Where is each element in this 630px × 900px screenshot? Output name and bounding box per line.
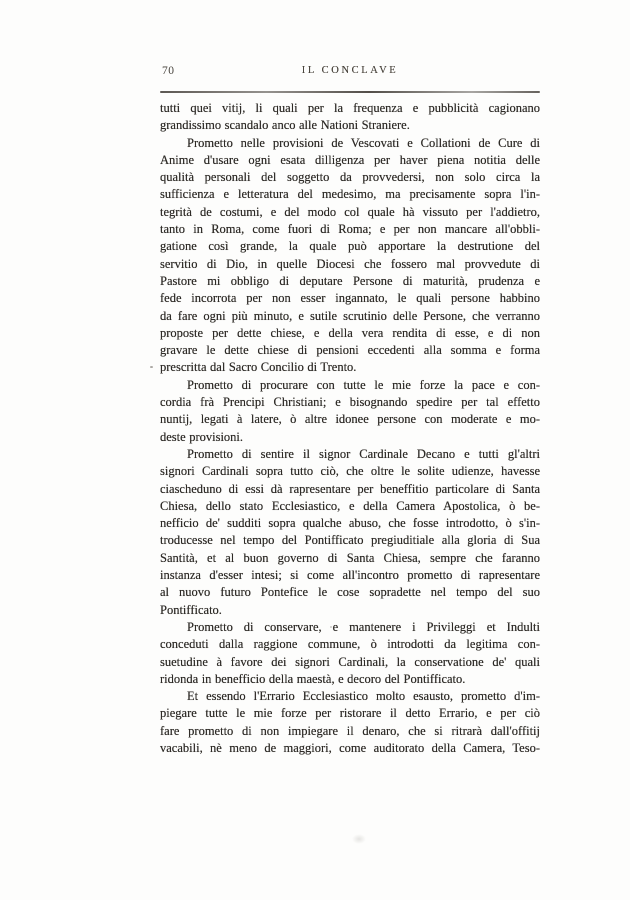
text-line: ridonda in benefficio della maestà, e decoro del Pontifficato. (160, 671, 466, 686)
text-line: nefficio de' sudditi sopra qualche abuso, che fosse introdotto, ò s'in- (160, 516, 540, 531)
text-line: servitio di Dio, in quelle Diocesi che fossero mal provvedute di (160, 256, 540, 271)
text-line: sufficienza e letteratura del medesimo, ma precisamente sopra l'in- (160, 187, 540, 202)
text-line: Prometto nelle provisioni de Vescovati e Collationi de Cure di (187, 135, 540, 150)
text-line: Pastore mi obbligo di deputare Persone di maturità, prudenza e (160, 273, 540, 288)
text-line: deste provisioni. (160, 429, 244, 444)
text-line: conceduti dalla raggione commune, ò introdotti da legitima con- (160, 637, 540, 652)
running-title: IL CONCLAVE (301, 65, 399, 76)
scan-speck (531, 486, 535, 488)
text-line: signori Cardinali sopra tutto ciò, che oltre le solite udienze, havesse (160, 464, 540, 479)
text-line: Anime d'usare ogni esata dilligenza per haver piena notitia delle (160, 152, 540, 167)
text-line: gravare le dette chiese di pensioni eccedenti alla somma e forma (160, 343, 540, 358)
text-line: Et essendo l'Errario Ecclesiastico molto esausto, prometto d'im- (187, 689, 540, 704)
text-line: tegrità de costumi, e del modo col quale hà vissuto per l'addietro, (160, 204, 540, 219)
text-line: Chiesa, dello stato Ecclesiastico, e della Camera Apostolica, ò be- (160, 498, 540, 513)
scan-speck (150, 366, 153, 368)
running-header (160, 64, 540, 80)
header-rule (160, 91, 540, 93)
text-line: Prometto di procurare con tutte le mie forze la pace e con- (187, 377, 540, 392)
text-line: Prometto di conservare, e mantenere i Privileggi et Indulti (187, 619, 540, 634)
text-line: grandissimo scandalo anco alle Nationi Straniere. (160, 118, 410, 133)
text-line: piegare tutte le mie forze per ristorare il detto Errario, e per ciò (160, 706, 540, 721)
text-line: fede incorrota per non esser ingannato, le quali persone habbino (160, 291, 540, 306)
text-line: Prometto di sentire il signor Cardinale Decano e tutti gl'altri (187, 446, 540, 461)
page-body (160, 100, 540, 757)
paragraph (160, 377, 540, 446)
paragraph (160, 100, 540, 135)
text-line: al nuovo futuro Pontefice le cose sopradette nel tempo del suo (160, 585, 540, 600)
page-number: 70 (162, 65, 175, 77)
scan-speck (330, 626, 332, 628)
paragraph (160, 135, 540, 377)
text-line: Pontifficato. (160, 602, 222, 617)
text-line: da fare ogni più minuto, e sutile scrutinio delle Persone, che verranno (160, 308, 540, 323)
text-line: gatione così grande, la quale può apportare la destrutione del (160, 239, 540, 254)
paragraph (160, 619, 540, 688)
text-line: troducesse nel tempo del Pontifficato pregiuditiale alla gloria di Sua (160, 533, 540, 548)
scan-smudge (352, 834, 366, 844)
text-line: proposte per dette chiese, e della vera rendita di esse, e di non (160, 325, 540, 340)
text-line: qualità personali del soggetto da provvedersi, non solo circa la (160, 170, 540, 185)
text-line: Santità, et al buon governo di Santa Chiesa, sempre che faranno (160, 550, 540, 565)
text-line: tutti quei vitij, li quali per la frequenza e pubblicità cagionano (160, 101, 540, 115)
text-line: fare prometto di non impiegare il denaro, che si ritrarà dall'offitij (160, 723, 540, 738)
paragraph (160, 446, 540, 619)
text-line: prescritta dal Sacro Concilio di Trento. (160, 360, 357, 375)
text-line: tanto in Roma, come fuori di Roma; e per non mancare all'obbli- (160, 222, 540, 237)
text-line: nuntij, legati à latere, ò altre idonee persone con moderate e mo- (160, 412, 540, 427)
text-line: suetudine à favore dei signori Cardinali, la conservatione de' quali (160, 654, 540, 669)
paragraph (160, 688, 540, 757)
text-line: ciascheduno di essi dà rapresentare per beneffitio particolare di Santa (160, 481, 540, 496)
text-line: instanza d'esser intesi; si come all'incontro prometto di rapresentare (160, 568, 540, 583)
text-line: cordia frà Prencipi Christiani; e bisognando spedire per tal effetto (160, 395, 540, 410)
text-line: vacabili, nè meno de maggiori, come auditorato della Camera, Teso- (160, 740, 540, 755)
